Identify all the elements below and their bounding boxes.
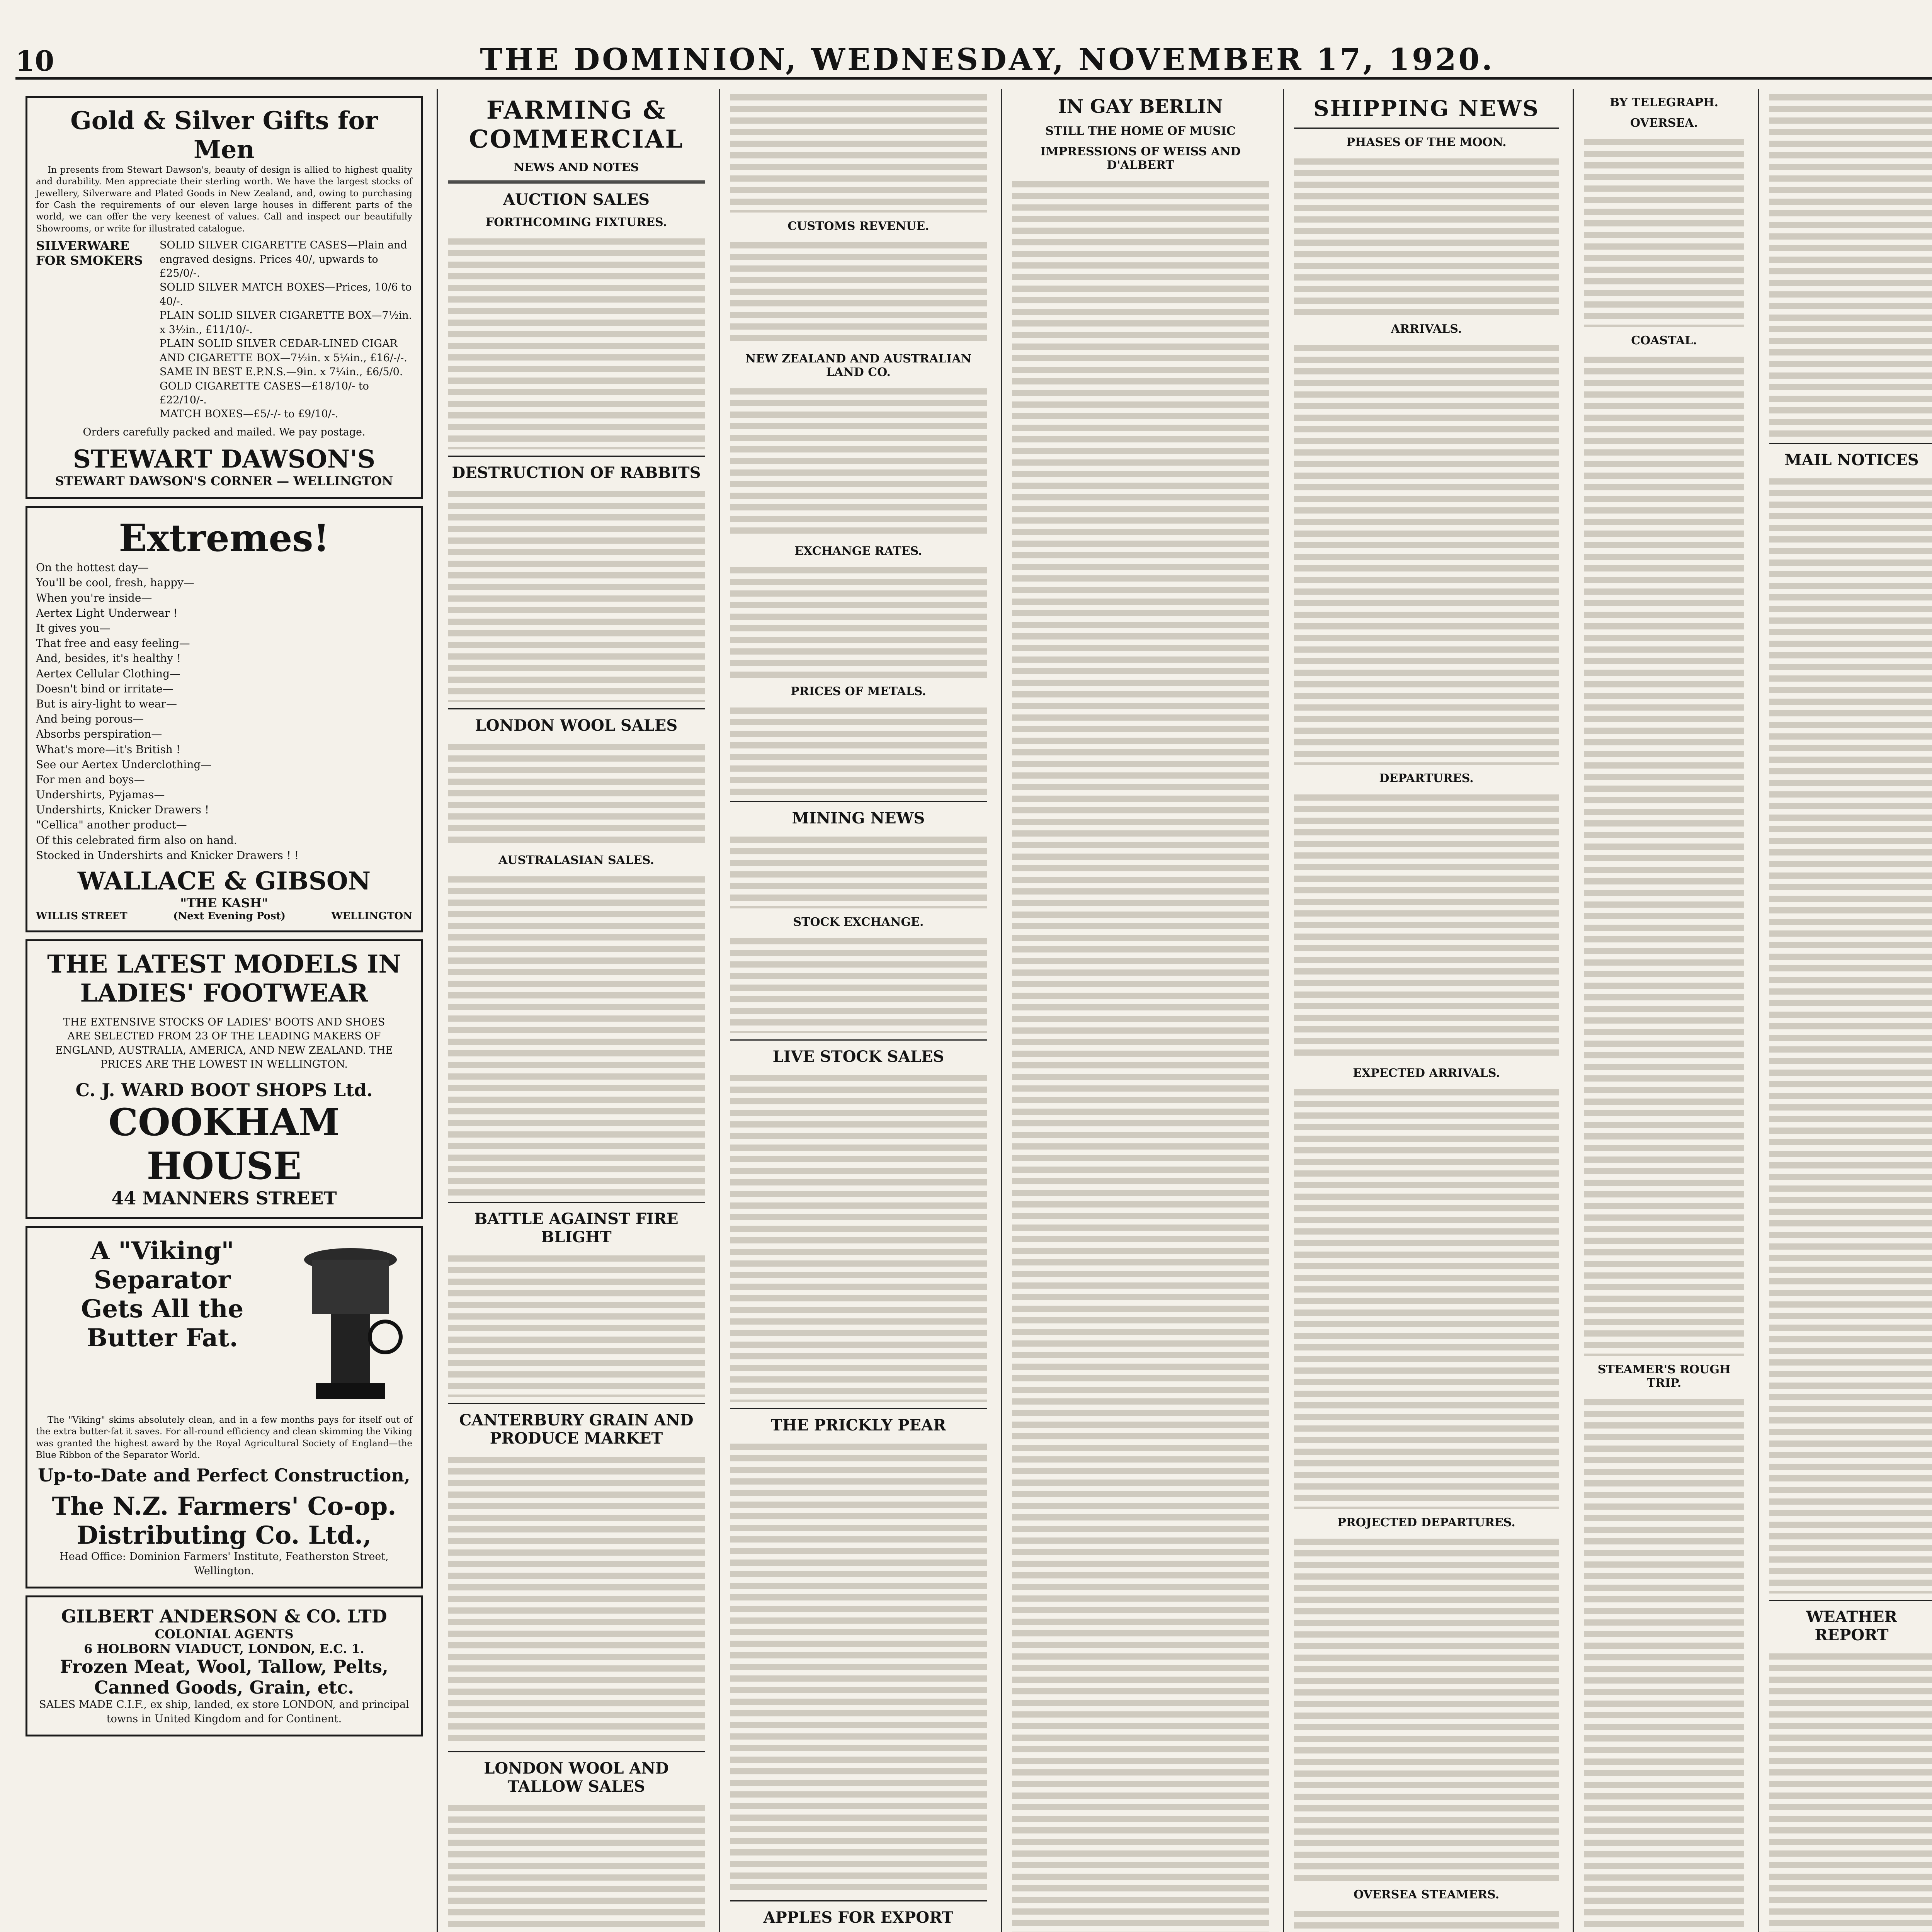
article-head: OVERSEA STEAMERS. (1353, 1888, 1500, 1901)
ad-title: Butter Fat. (87, 1323, 238, 1352)
article-body (730, 89, 987, 213)
ad-wallace-gibson (26, 506, 423, 932)
ad-body: The "Viking" skims absolutely clean, and in a few months pays for itself out of the extra butter-fat it saves. For all-round efficiency and clean skimming the Viking was granted the highest award by the Royal Agricultural Society of England—the Blue Ribbon of the Separator World. (36, 1415, 412, 1460)
article-body (1294, 340, 1559, 765)
ad-line: Of this celebrated firm also on hand. (36, 833, 237, 847)
article-body (730, 237, 987, 345)
ad-item: PLAIN SOLID SILVER CIGARETTE BOX—7½in. x 3½in., £11/10/-. (160, 310, 412, 336)
column-shipping-news (1283, 89, 1569, 1932)
article-head: EXCHANGE RATES. (794, 544, 922, 558)
ad-title: Separator (94, 1265, 231, 1294)
article-body (448, 871, 705, 1196)
article-head: AUCTION SALES (503, 190, 650, 209)
article-body (1584, 134, 1744, 327)
article-body (730, 383, 987, 537)
article-head: APPLES FOR EXPORT (763, 1908, 954, 1927)
column-farming-commercial (437, 89, 715, 1932)
ad-line: Doesn't bind or irritate— (36, 682, 173, 695)
article-body (448, 486, 705, 702)
ad-item: SAME IN BEST E.P.N.S.—9in. x 7¼in., £6/5/0. (160, 366, 403, 378)
page-number: 10 (15, 44, 54, 77)
ad-title: GILBERT ANDERSON & CO. LTD (61, 1606, 387, 1627)
article-body (1294, 789, 1559, 1060)
ad-body: THE EXTENSIVE STOCKS OF LADIES' BOOTS AND SHOES ARE SELECTED FROM 23 OF THE LEADING MAKERS OF ENGLAND, AUSTRALIA, AMERICA, AND NEW ZEALAND. THE PRICES ARE THE LOWEST IN WELLINGTON. (55, 1016, 393, 1071)
ad-line: Stocked in Undershirts and Knicker Drawers ! ! (36, 849, 299, 862)
article-body (730, 562, 987, 678)
article-head: PRICES OF METALS. (791, 685, 926, 698)
ad-line: "Cellica" another product— (36, 818, 187, 832)
ad-item: PLAIN SOLID SILVER CEDAR-LINED CIGAR AND CIGARETTE BOX—7½in. x 5¼in., £16/-/-. (160, 338, 407, 364)
ad-slogan: Up-to-Date and Perfect Construction, (38, 1465, 410, 1486)
ad-brand: WALLACE & GIBSON (77, 867, 371, 896)
article-body (1294, 153, 1559, 315)
ad-head-office: Head Office: Dominion Farmers' Institute, Featherston Street, Wellington. (60, 1551, 389, 1577)
ad-line: Aertex Cellular Clothing— (36, 667, 180, 680)
ad-title: THE LATEST MODELS IN LADIES' FOOTWEAR (47, 950, 401, 1008)
column-commercial-news (719, 89, 997, 1932)
article-body (730, 933, 987, 1033)
article-head: MINING NEWS (792, 809, 925, 827)
ad-note: Orders carefully packed and mailed. We pay postage. (83, 426, 366, 438)
article-body (1769, 473, 1932, 1594)
ad-line: Aertex Light Underwear ! (36, 606, 178, 619)
ad-line: For men and boys— (36, 773, 145, 786)
article-lead: FORTHCOMING FIXTURES. (485, 216, 667, 229)
article-body (1584, 1394, 1744, 1932)
ad-address: 6 HOLBORN VIADUCT, LONDON, E.C. 1. (84, 1641, 364, 1656)
section-sub: NEWS AND NOTES (514, 161, 639, 174)
column-mail-weather (1758, 89, 1932, 1932)
article-sub: STILL THE HOME OF MUSIC (1045, 124, 1236, 138)
article-head: BY TELEGRAPH. (1609, 96, 1718, 109)
article-head: NEW ZEALAND AND AUSTRALIAN LAND CO. (745, 352, 972, 379)
column-telegraph-shipping (1573, 89, 1754, 1932)
article-body (1294, 1905, 1559, 1932)
article-head: COASTAL. (1631, 334, 1697, 347)
ad-brand: STEWART DAWSON'S (73, 445, 376, 474)
article-body (448, 738, 705, 847)
article-head: CANTERBURY GRAIN AND PRODUCE MARKET (459, 1411, 694, 1447)
article-head: LIVE STOCK SALES (772, 1048, 944, 1066)
ad-stewart-dawson (26, 96, 423, 499)
ad-line: On the hottest day— (36, 561, 149, 574)
masthead (15, 15, 1932, 80)
article-head: IN GAY BERLIN (1058, 96, 1223, 117)
ad-body: In presents from Stewart Dawson's, beauty of design is allied to highest quality and durability. Men appreciate their sterling worth. We have the largest stocks of Jewellery, Silverware and Plated Goods in New Zealand, and, owing to purchasing for Cash the requirements of our eleven large houses in different parts of the world, we can offer the very keenest of values. Call and inspect our beautifully Showrooms, or write for illustrated catalogue. (36, 165, 412, 234)
article-body (730, 831, 987, 908)
ad-ward-boot-shops (26, 939, 423, 1219)
article-body (730, 702, 987, 795)
article-head: AUSTRALASIAN SALES. (498, 854, 654, 867)
article-head: WEATHER REPORT (1806, 1608, 1897, 1644)
ad-line: What's more—it's British ! (36, 743, 180, 756)
ad-title: Gold & Silver Gifts for Men (70, 106, 378, 164)
ad-address-right: WELLINGTON (331, 910, 412, 922)
article-head: LONDON WOOL SALES (475, 716, 678, 735)
ad-brand: The N.Z. Farmers' Co-op. Distributing Co. Ltd., (52, 1492, 396, 1550)
ad-line: Absorbs perspiration— (36, 728, 162, 741)
article-head: STEAMER'S ROUGH TRIP. (1597, 1363, 1731, 1390)
ad-line: That free and easy feeling— (36, 637, 190, 650)
ad-brand-tag: "THE KASH" (180, 896, 268, 911)
ad-line: And, besides, it's healthy ! (36, 652, 181, 665)
section-title: FARMING & COMMERCIAL (469, 96, 684, 154)
ad-brand-sub: STEWART DAWSON'S CORNER — WELLINGTON (55, 474, 393, 489)
ad-line: See our Aertex Underclothing— (36, 758, 212, 771)
article-body (730, 1930, 987, 1932)
article-head: PROJECTED DEPARTURES. (1337, 1516, 1515, 1529)
article-body (448, 1451, 705, 1745)
ad-line: Undershirts, Pyjamas— (36, 788, 165, 801)
ad-gilbert-anderson (26, 1595, 423, 1736)
article-body (1769, 89, 1932, 437)
ad-item: SOLID SILVER CIGARETTE CASES—Plain and engraved designs. Prices 40/, upwards to £25/0/-. (160, 239, 407, 280)
ad-line: It gives you— (36, 622, 111, 635)
article-head: DEPARTURES. (1379, 772, 1474, 785)
article-body (730, 1070, 987, 1402)
article-body (1769, 1648, 1932, 1932)
article-head: CUSTOMS REVENUE. (787, 219, 929, 233)
ad-title: Extremes! (119, 516, 330, 560)
article-body (448, 1250, 705, 1397)
article-body (448, 1799, 705, 1932)
article-head: DESTRUCTION OF RABBITS (452, 464, 701, 482)
article-body (1294, 1533, 1559, 1881)
ad-line: Undershirts, Knicker Drawers ! (36, 803, 209, 816)
ad-house: COOKHAM HOUSE (108, 1100, 340, 1188)
article-body (730, 1438, 987, 1894)
article-head: STOCK EXCHANGE. (793, 915, 924, 929)
ad-address-left: WILLIS STREET (36, 910, 128, 922)
ad-item: SOLID SILVER MATCH BOXES—Prices, 10/6 to 40/-. (160, 281, 412, 308)
article-head: PHASES OF THE MOON. (1346, 136, 1507, 149)
ad-item: MATCH BOXES—£5/-/- to £9/10/-. (160, 408, 338, 420)
masthead-title: THE DOMINION, WEDNESDAY, NOVEMBER 17, 1920. (480, 42, 1495, 77)
ad-line: When you're inside— (36, 591, 152, 604)
ad-item: GOLD CIGARETTE CASES—£18/10/- to £22/10/-. (160, 380, 369, 406)
ad-address-mid: (Next Evening Post) (173, 910, 286, 922)
article-head: LONDON WOOL AND TALLOW SALES (484, 1759, 669, 1796)
ad-brand: C. J. WARD BOOT SHOPS Ltd. (75, 1079, 373, 1100)
ad-line: You'll be cool, fresh, happy— (36, 576, 194, 589)
article-body (1294, 1084, 1559, 1509)
article-head: MAIL NOTICES (1784, 451, 1919, 469)
section-title: SHIPPING NEWS (1313, 96, 1539, 121)
ad-line: And being porous— (36, 713, 144, 726)
article-head: ARRIVALS. (1391, 322, 1462, 336)
separator-machine-illustration (289, 1236, 412, 1414)
ad-sub: COLONIAL AGENTS (155, 1627, 294, 1642)
article-head: EXPECTED ARRIVALS. (1353, 1066, 1500, 1080)
ad-note: SALES MADE C.I.F., ex ship, landed, ex store LONDON, and principal towns in United Kingdom and for Continent. (39, 1699, 409, 1725)
article-sub: IMPRESSIONS OF WEISS AND D'ALBERT (1040, 145, 1241, 172)
ad-sub: SILVERWARE FOR SMOKERS (36, 238, 143, 268)
article-head: OVERSEA. (1630, 116, 1698, 130)
article-body (1584, 351, 1744, 1356)
article-body (1012, 176, 1269, 1932)
column-adverts (15, 89, 433, 1932)
ad-viking-separator (26, 1226, 423, 1588)
ad-title: A "Viking" (90, 1236, 234, 1265)
ad-line: But is airy-light to wear— (36, 697, 177, 710)
article-head: BATTLE AGAINST FIRE BLIGHT (474, 1210, 679, 1246)
ad-goods: Frozen Meat, Wool, Tallow, Pelts, Canned Goods, Grain, etc. (60, 1656, 389, 1698)
article-body (448, 233, 705, 449)
column-berlin-france (1001, 89, 1279, 1932)
article-head: THE PRICKLY PEAR (770, 1416, 946, 1434)
ad-title: Gets All the (81, 1294, 244, 1323)
ad-address: 44 MANNERS STREET (111, 1187, 337, 1209)
